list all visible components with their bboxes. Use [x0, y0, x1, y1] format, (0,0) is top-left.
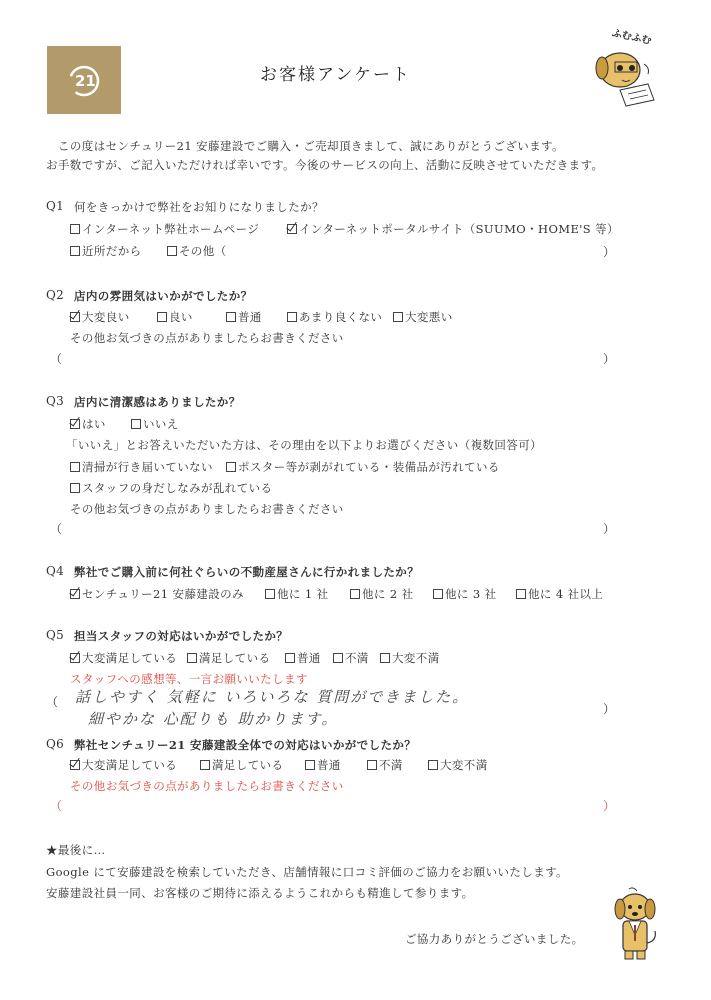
checkbox-checked[interactable] — [70, 419, 80, 429]
q1-option-homepage[interactable]: インターネット弊社ホームページ — [70, 221, 259, 237]
q5-impression-prompt: スタッフへの感想等、一言お願いいたします — [70, 672, 308, 686]
q6-other-prompt: その他お気づきの点がありましたらお書きください — [70, 779, 344, 793]
checkbox[interactable] — [367, 760, 377, 770]
q5-option-dissatisfied[interactable]: 不満 — [333, 650, 369, 666]
q5-text: 担当スタッフの対応はいかがでしたか？ — [74, 629, 289, 643]
checkbox[interactable] — [70, 224, 80, 234]
q2-close-paren: ） — [603, 352, 616, 366]
intro-line-1: この度はセンチュリー21 安藤建設でご購入・ご売却頂きまして、誠にありがとうございます。 — [58, 139, 564, 153]
q4-number: Q4 — [46, 564, 65, 578]
logo-text: 21 — [75, 72, 96, 90]
q2-number: Q2 — [46, 288, 65, 302]
checkbox[interactable] — [131, 419, 141, 429]
q3-open-paren: （ — [50, 522, 63, 536]
checkbox[interactable] — [428, 760, 438, 770]
q2-option-very-good[interactable]: 大変良い — [70, 309, 130, 325]
checkbox[interactable] — [516, 589, 526, 599]
q4-option-only-us[interactable]: センチュリー21 安藤建設のみ — [70, 586, 244, 602]
intro-line-2: お手数ですが、ご記入いただければ幸いです。今後のサービスの向上、活動に反映させていただきます。 — [46, 158, 604, 172]
checkbox[interactable] — [187, 653, 197, 663]
q3-other-prompt: その他お気づきの点がありましたらお書きください — [70, 502, 344, 516]
checkbox-checked[interactable] — [70, 589, 80, 599]
q5-number: Q5 — [46, 628, 65, 642]
q2-option-good[interactable]: 良い — [157, 309, 193, 325]
checkbox[interactable] — [333, 653, 343, 663]
q3-text: 店内に清潔感はありましたか？ — [74, 395, 241, 409]
checkbox-checked[interactable] — [70, 653, 80, 663]
checkbox[interactable] — [380, 653, 390, 663]
checkbox-checked[interactable] — [70, 760, 80, 770]
q2-text: 店内の雰囲気はいかがでしたか？ — [74, 289, 253, 303]
q1-number: Q1 — [46, 199, 65, 213]
q6-text: 弊社センチュリー21 安藤建設全体での対応はいかがでしたか？ — [74, 738, 417, 752]
q6-option-satisfied[interactable]: 満足している — [200, 757, 283, 773]
checkbox[interactable] — [265, 589, 275, 599]
checkbox[interactable] — [226, 312, 236, 322]
checkbox[interactable] — [200, 760, 210, 770]
q6-option-very-satisfied[interactable]: 大変満足している — [70, 757, 177, 773]
q3-reason-poster[interactable]: ポスター等が剥がれている・装備品が汚れている — [226, 459, 500, 475]
closing-line-1: Google にて安藤建設を検索していただき、店舗情報に口コミ評価のご協力をお願いいたします。 — [46, 865, 568, 879]
q1-text: 何をきっかけで弊社をお知りになりましたか？ — [74, 200, 324, 214]
q5-option-very-satisfied[interactable]: 大変満足している — [70, 650, 177, 666]
q6-option-dissatisfied[interactable]: 不満 — [367, 757, 403, 773]
checkbox[interactable] — [287, 312, 297, 322]
q5-close-paren: ） — [603, 702, 616, 716]
mascot-top-label: ふむふむ — [610, 27, 653, 47]
checkbox[interactable] — [226, 462, 236, 472]
q2-other-prompt: その他お気づきの点がありましたらお書きください — [70, 331, 344, 345]
q1-option-portal[interactable]: インターネットポータルサイト（SUUMO・HOME'S 等） — [287, 221, 619, 237]
q3-reason-staff[interactable]: スタッフの身だしなみが乱れている — [70, 480, 272, 496]
q5-option-normal[interactable]: 普通 — [285, 650, 321, 666]
q1-option-nearby[interactable]: 近所だから — [70, 243, 142, 259]
q4-option-3[interactable]: 他に 3 社 — [433, 586, 497, 602]
q5-handwritten-line-1: 話しやすく 気軽に いろいろな 質問ができました。 — [75, 688, 470, 706]
checkbox-checked[interactable] — [287, 224, 297, 234]
century21-logo — [47, 46, 121, 114]
closing-thanks: ご協力ありがとうございました。 — [405, 932, 584, 946]
q5-option-satisfied[interactable]: 満足している — [187, 650, 270, 666]
page-title: お客様アンケート — [260, 65, 411, 85]
checkbox[interactable] — [433, 589, 443, 599]
checkbox[interactable] — [393, 312, 403, 322]
q2-option-very-bad[interactable]: 大変悪い — [393, 309, 453, 325]
q4-option-2[interactable]: 他に 2 社 — [350, 586, 414, 602]
q3-close-paren: ） — [603, 522, 616, 536]
checkbox[interactable] — [70, 462, 80, 472]
q2-option-not-good[interactable]: あまり良くない — [287, 309, 382, 325]
q4-option-1[interactable]: 他に 1 社 — [265, 586, 329, 602]
checkbox[interactable] — [350, 589, 360, 599]
q2-option-normal[interactable]: 普通 — [226, 309, 262, 325]
q3-option-no[interactable]: いいえ — [131, 416, 179, 432]
mascot-bottom — [605, 885, 665, 965]
q6-close-paren: ） — [603, 799, 616, 813]
q2-open-paren: （ — [50, 352, 63, 366]
closing-heading: ★最後に… — [46, 843, 106, 857]
checkbox[interactable] — [70, 483, 80, 493]
q6-number: Q6 — [46, 737, 65, 751]
q3-number: Q3 — [46, 394, 65, 408]
q5-open-paren: （ — [46, 695, 59, 709]
q4-text: 弊社でご購入前に何社ぐらいの不動産屋さんに行かれましたか？ — [74, 565, 420, 579]
closing-line-2: 安藤建設社員一同、お客様のご期待に添えるようこれからも精進して参ります。 — [46, 886, 474, 900]
checkbox-checked[interactable] — [70, 312, 80, 322]
checkbox[interactable] — [157, 312, 167, 322]
q1-option-other[interactable]: その他（ — [167, 243, 227, 259]
checkbox[interactable] — [167, 246, 177, 256]
mascot-top — [590, 24, 660, 104]
checkbox[interactable] — [70, 246, 80, 256]
checkbox[interactable] — [305, 760, 315, 770]
q5-option-very-dissatisfied[interactable]: 大変不満 — [380, 650, 440, 666]
q3-option-yes[interactable]: はい — [70, 416, 106, 432]
q6-open-paren: （ — [50, 799, 63, 813]
dog-mascot-reading-icon — [590, 40, 660, 110]
q1-other-close-paren: ） — [603, 245, 616, 259]
q3-reason-cleaning[interactable]: 清掃が行き届いていない — [70, 459, 213, 475]
q3-reason-prompt: 「いいえ」とお答えいただいた方は、その理由を以下よりお選びください（複数回答可） — [66, 438, 542, 452]
checkbox[interactable] — [285, 653, 295, 663]
q6-option-normal[interactable]: 普通 — [305, 757, 341, 773]
dog-mascot-bowing-icon — [605, 885, 665, 965]
q5-handwritten-line-2: 細やかな 心配りも 助かります。 — [88, 710, 339, 728]
q6-option-very-dissatisfied[interactable]: 大変不満 — [428, 757, 488, 773]
q4-option-4plus[interactable]: 他に 4 社以上 — [516, 586, 603, 602]
